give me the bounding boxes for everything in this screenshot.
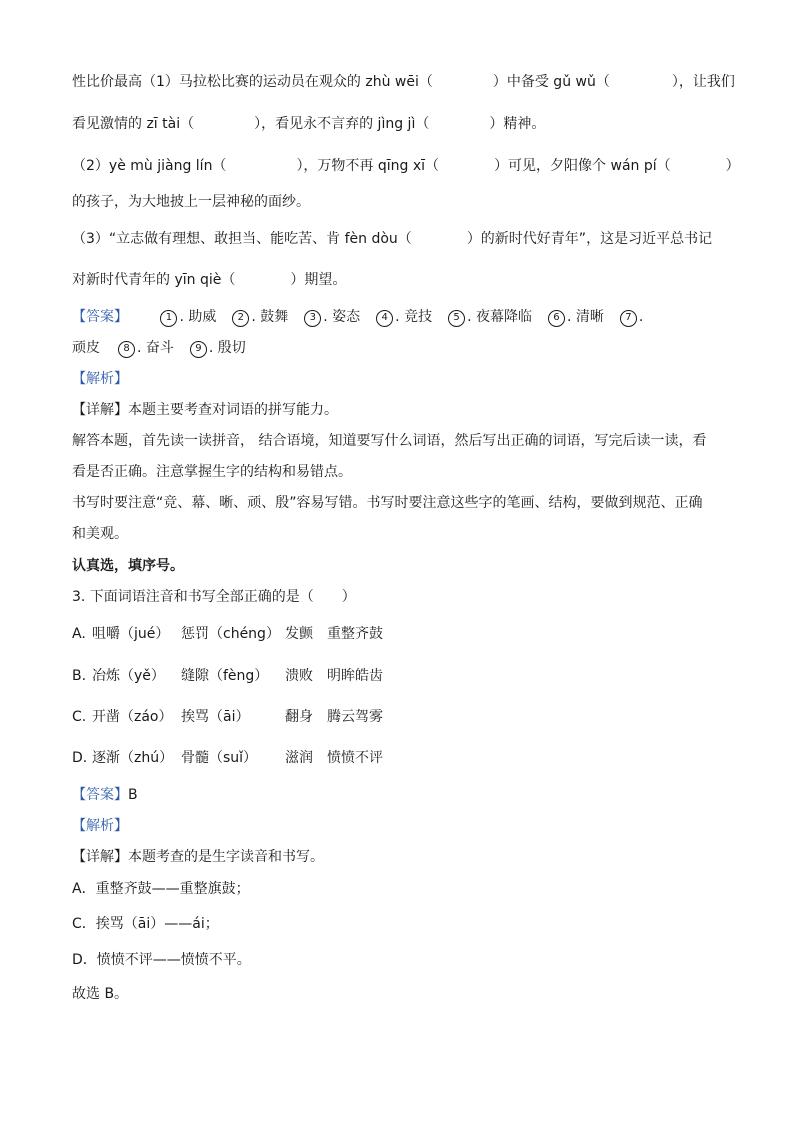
answer-item xyxy=(548,307,604,327)
q2-line-2: 看见激情的 zī tài（ ），看见永不言弃的 jìng jì（ ）精神。 xyxy=(72,116,546,132)
detail-tag: 【详解】 xyxy=(72,849,128,865)
circled-number: 5 xyxy=(448,310,465,327)
option-word: 挨骂（āi） xyxy=(181,709,250,725)
circled-number: 9 xyxy=(190,341,207,358)
explanation-1a: 解答本题，首先读一读拼音， 结合语境，知道要写什么词语，然后写出正确的词语，写完后读一读，看 xyxy=(72,433,707,449)
answer-text: . xyxy=(638,309,644,325)
analysis-tag: 【解析】 xyxy=(72,818,128,834)
answer-text: . 助威 xyxy=(179,309,217,325)
answer-item xyxy=(448,307,532,327)
answer-item xyxy=(232,307,288,327)
option-word: 咀嚼（jué） xyxy=(92,626,170,642)
answer-text: . 夜幕降临 xyxy=(467,309,532,325)
correction-a: A．重整齐鼓——重整旗鼓； xyxy=(72,881,250,897)
answer-item xyxy=(190,338,246,358)
option-word: 明眸皓齿 xyxy=(327,668,383,684)
answer-text: . 姿态 xyxy=(323,309,361,325)
q3-stem: 3. 下面词语注音和书写全部正确的是（ ） xyxy=(72,589,356,605)
option-word: 缝隙（fèng） xyxy=(181,668,269,684)
q2-line-4: 的孩子，为大地披上一层神秘的面纱。 xyxy=(72,194,310,210)
circled-number: 1 xyxy=(160,310,177,327)
answer-text: . 竞技 xyxy=(395,309,433,325)
q3-answer xyxy=(72,785,138,805)
option-word: 骨髓（suǐ） xyxy=(181,750,258,766)
detail-line: 【详解】本题主要考查对词语的拼写能力。 xyxy=(72,402,338,418)
answer-text: . 鼓舞 xyxy=(251,309,289,325)
section-heading: 认真选，填序号。 xyxy=(72,558,184,574)
answer-text: . 殷切 xyxy=(208,340,246,356)
circled-number: 2 xyxy=(232,310,249,327)
option-word: 发颤 xyxy=(285,626,313,642)
answer-list xyxy=(160,309,659,325)
option-word: 溃败 xyxy=(285,668,313,684)
option-word: 冶炼（yě） xyxy=(92,668,165,684)
correction-c: C．挨骂（āi）——ái； xyxy=(72,916,219,932)
circled-number: 7 xyxy=(620,310,637,327)
option-word: 腾云驾雾 xyxy=(327,709,383,725)
option-word: 滋润 xyxy=(285,750,313,766)
q2-line-1: 性比价最高（1）马拉松比赛的运动员在观众的 zhù wēi（ ）中备受 gǔ wǔ（ ），让我们 xyxy=(72,74,735,90)
circled-number: 8 xyxy=(118,341,135,358)
option-word: 翻身 xyxy=(285,709,313,725)
answer-7-continued: 顽皮 xyxy=(72,340,100,356)
explanation-2a: 书写时要注意“竞、幕、晰、顽、殷”容易写错。书写时要注意这些字的笔画、结构，要做到规范、正确 xyxy=(72,495,703,511)
option-label: D. xyxy=(72,750,88,766)
analysis-tag: 【解析】 xyxy=(72,371,128,387)
answer-item xyxy=(160,307,216,327)
q2-answer-row xyxy=(72,307,659,327)
answer-tag: 【答案】 xyxy=(72,787,128,803)
option-word: 重整齐鼓 xyxy=(327,626,383,642)
option-label: C. xyxy=(72,709,87,725)
detail-tag: 【详解】 xyxy=(72,402,128,418)
answer-list-2 xyxy=(118,340,262,356)
answer-tag: 【答案】 xyxy=(72,309,128,325)
q2-answer-row-2 xyxy=(72,338,262,358)
conclusion: 故选 B。 xyxy=(72,986,129,1002)
option-word: 愤愤不评 xyxy=(327,750,383,766)
option-word: 开凿（záo） xyxy=(92,709,173,725)
option-label: B. xyxy=(72,668,87,684)
q2-line-6: 对新时代青年的 yīn qiè（ ）期望。 xyxy=(72,272,347,288)
answer-item xyxy=(304,307,360,327)
answer-item xyxy=(376,307,432,327)
correction-d: D．愤愤不评——愤愤不平。 xyxy=(72,952,251,968)
explanation-2b: 和美观。 xyxy=(72,526,128,542)
answer-item xyxy=(620,307,643,327)
answer-item xyxy=(118,338,174,358)
option-word: 逐渐（zhú） xyxy=(92,750,174,766)
circled-number: 6 xyxy=(548,310,565,327)
option-label: A. xyxy=(72,626,86,642)
answer-text: . 清晰 xyxy=(566,309,604,325)
option-word: 惩罚（chéng） xyxy=(181,626,280,642)
answer-value: B xyxy=(128,787,138,803)
q3-detail-line: 【详解】本题考查的是生字读音和书写。 xyxy=(72,849,324,865)
answer-text: . 奋斗 xyxy=(137,340,174,356)
q2-line-3: （2）yè mù jiàng lín（ ），万物不再 qīng xī（ ）可见，夕阳像个 wán pí（ ） xyxy=(72,158,740,174)
circled-number: 4 xyxy=(376,310,393,327)
q2-line-5: （3）“立志做有理想、敢担当、能吃苦、肯 fèn dòu（ ）的新时代好青年”，这是习近平总书记 xyxy=(72,231,713,247)
explanation-1b: 看是否正确。注意掌握生字的结构和易错点。 xyxy=(72,464,352,480)
circled-number: 3 xyxy=(304,310,321,327)
